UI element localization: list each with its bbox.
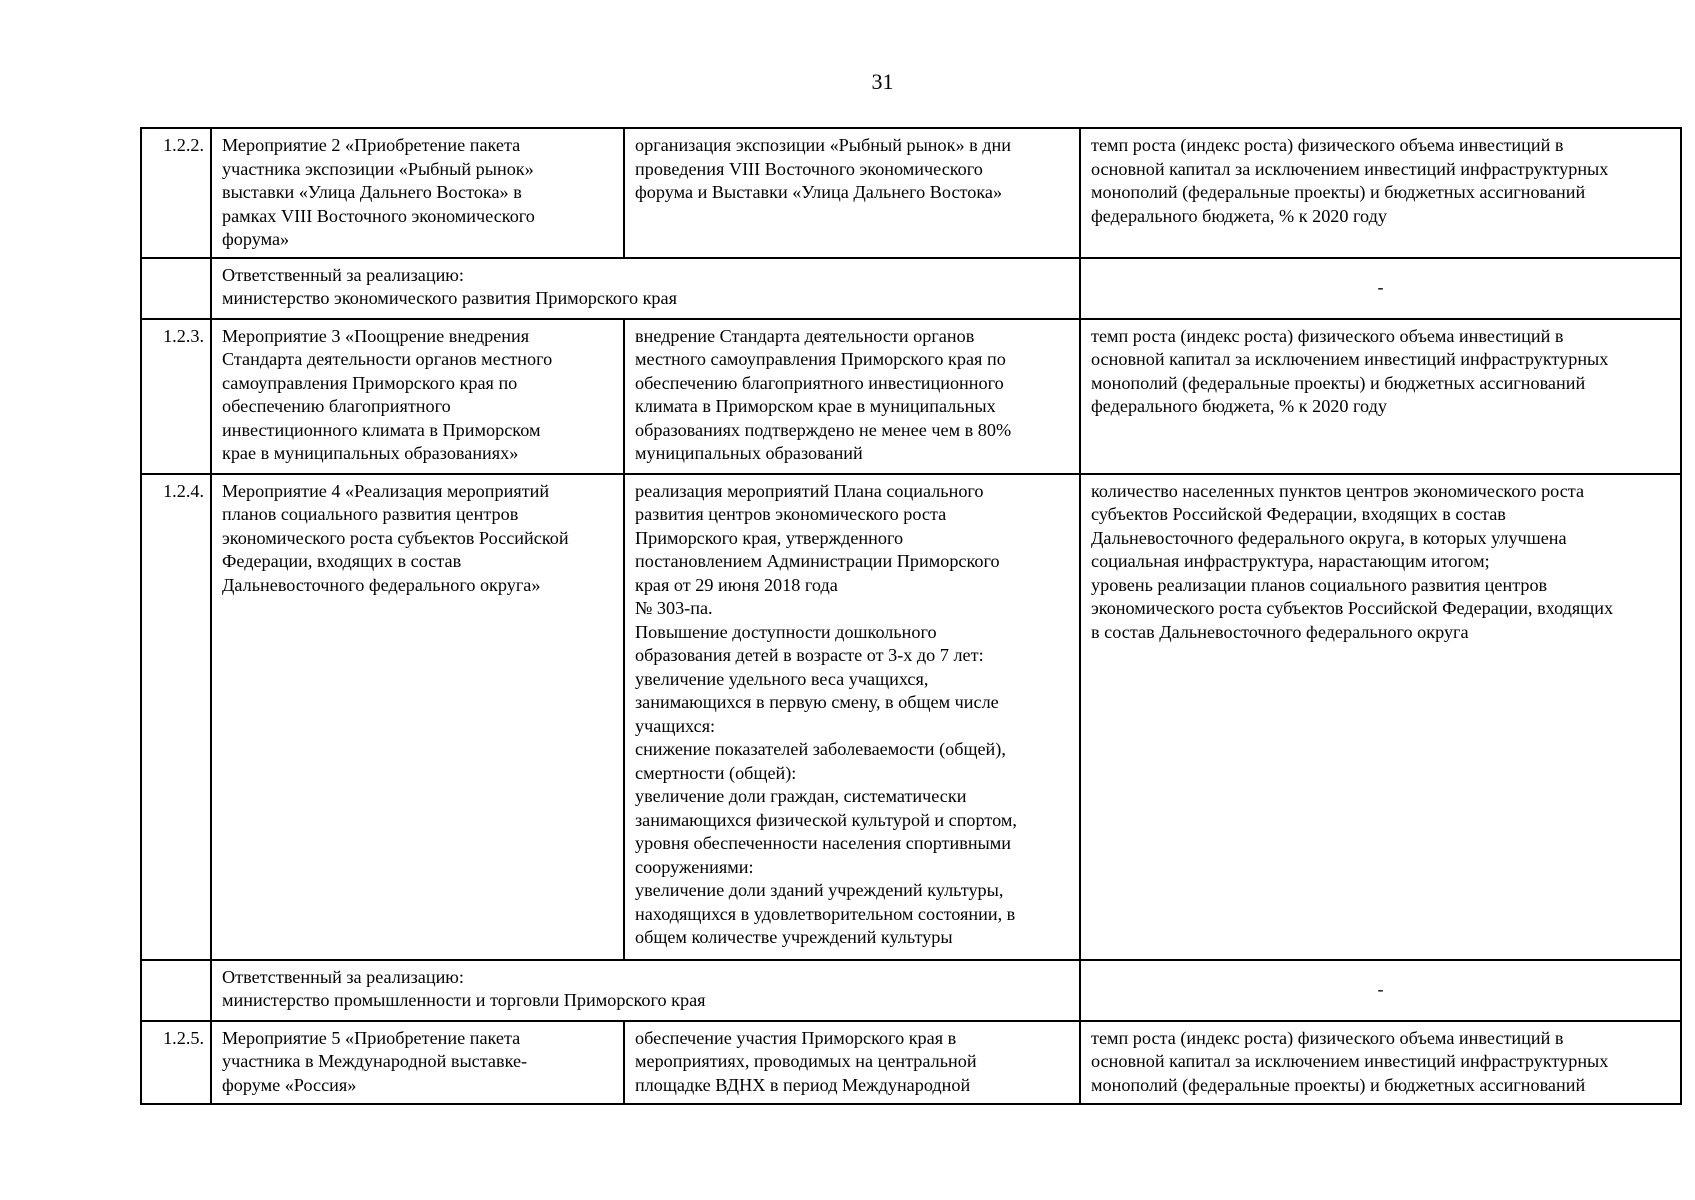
table-row [141,319,1681,474]
row-number: 1.2.2. [141,128,211,258]
measure-cell: Мероприятие 3 «Поощрение внедрения Стандарта деятельности органов местного самоуправления Приморского края по обеспечению благоприятного инвестиционного климата в Приморском крае в муниципальных образованиях» [211,319,624,474]
row-number: 1.2.3. [141,319,211,474]
table-row [141,1021,1681,1104]
table-row [141,128,1681,258]
row-number: 1.2.4. [141,474,211,960]
result-cell: внедрение Стандарта деятельности органов местного самоуправления Приморского края по обеспечению благоприятного инвестиционного климата в Приморском крае в муниципальных образованиях подтверждено не менее чем в 80% муниципальных образований [624,319,1080,474]
empty-number-cell [141,258,211,319]
page-number: 31 [871,69,894,94]
indicator-cell: темп роста (индекс роста) физического объема инвестиций в основной капитал за исключением инвестиций инфраструктурных монополий (федеральные проекты) и бюджетных ассигнований федерального бюджета, % к 2020 году [1080,128,1681,258]
indicator-dash-cell: - [1080,258,1681,319]
table-row [141,960,1681,1021]
empty-number-cell [141,960,211,1021]
measures-table [140,127,1682,1105]
table-row [141,258,1681,319]
indicator-cell: темп роста (индекс роста) физического объема инвестиций в основной капитал за исключением инвестиций инфраструктурных монополий (федеральные проекты) и бюджетных ассигнований [1080,1021,1681,1104]
result-cell: обеспечение участия Приморского края в мероприятиях, проводимых на центральной площадке ВДНХ в период Международной [624,1021,1080,1104]
indicator-cell: темп роста (индекс роста) физического объема инвестиций в основной капитал за исключением инвестиций инфраструктурных монополий (федеральные проекты) и бюджетных ассигнований федерального бюджета, % к 2020 году [1080,319,1681,474]
responsible-cell: Ответственный за реализацию: министерство экономического развития Приморского края [211,258,1080,319]
row-number: 1.2.5. [141,1021,211,1104]
measure-cell: Мероприятие 5 «Приобретение пакета участника в Международной выставке- форуме «Россия» [211,1021,624,1104]
result-cell: организация экспозиции «Рыбный рынок» в дни проведения VIII Восточного экономического форума и Выставки «Улица Дальнего Востока» [624,128,1080,258]
indicator-cell: количество населенных пунктов центров экономического роста субъектов Российской Федерации, входящих в состав Дальневосточного федерального округа, в которых улучшена социальная инфраструктура, нарастающим итогом; уровень реализации планов социального развития центров экономического роста субъектов Российской Федерации, входящих в состав Дальневосточного федерального округа [1080,474,1681,960]
measure-cell: Мероприятие 4 «Реализация мероприятий планов социального развития центров экономического роста субъектов Российской Федерации, входящих в состав Дальневосточного федерального округа» [211,474,624,960]
table-row [141,474,1681,960]
result-cell: реализация мероприятий Плана социального развития центров экономического роста Приморского края, утвержденного постановлением Администрации Приморского края от 29 июня 2018 года № 303-па. Повышение доступности дошкольного образования детей в возрасте от 3-х до 7 лет: увеличение удельного веса учащихся, занимающихся в первую смену, в общем числе учащихся: снижение показателей заболеваемости (общей), смертности (общей): увеличение доли граждан, систематически занимающихся физической культурой и спортом, уровня обеспеченности населения спортивными сооружениями: увеличение доли зданий учреждений культуры, находящихся в удовлетворительном состоянии, в общем количестве учреждений культуры [624,474,1080,960]
measure-cell: Мероприятие 2 «Приобретение пакета участника экспозиции «Рыбный рынок» выставки «Улица Дальнего Востока» в рамках VIII Восточного экономического форума» [211,128,624,258]
indicator-dash-cell: - [1080,960,1681,1021]
responsible-cell: Ответственный за реализацию: министерство промышленности и торговли Приморского края [211,960,1080,1021]
